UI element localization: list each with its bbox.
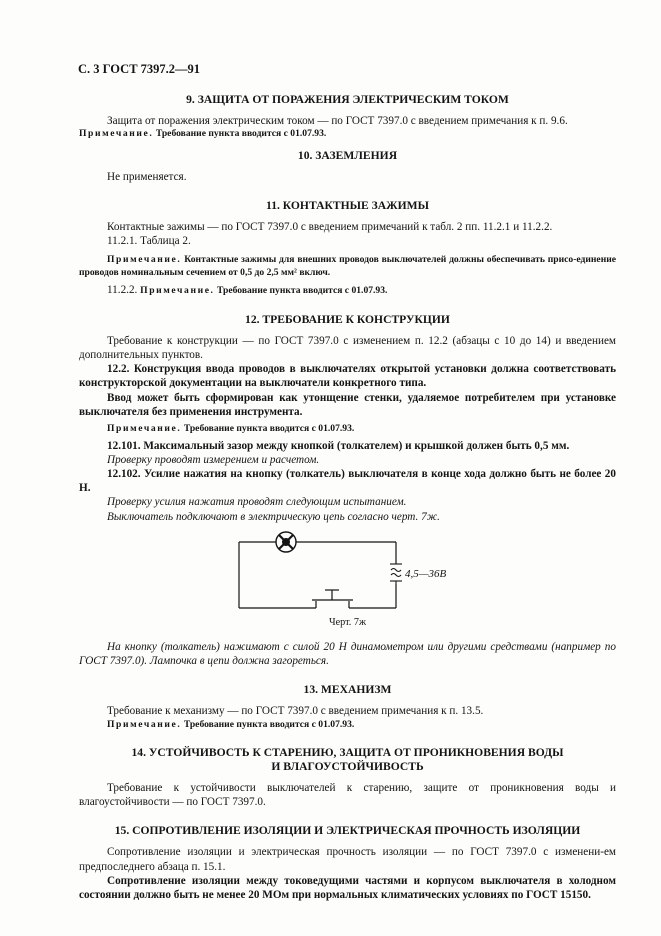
note-label: Примечание. — [140, 285, 215, 297]
section-13-note — [79, 719, 616, 732]
section-12-item-12-102: 12.102. Усилие нажатия на кнопку (толкатель) выключателя в конце хода должно быть не более 20 Н. — [79, 467, 616, 495]
section-11-note — [79, 254, 616, 279]
section-11-text2: 11.2.1. Таблица 2. — [107, 235, 191, 248]
voltage-label: 4,5—36В — [405, 567, 447, 580]
section-14-text: Требование к устойчивости выключателей к старению, защите от проникновения воды и влагоустойчивости — по ГОСТ 7397.0. — [79, 782, 616, 809]
section-12-item-12-102-check: Проверку усилия нажатия проводят следующим испытанием. — [107, 496, 407, 509]
power-source-symbol — [390, 564, 402, 584]
note-text: Контактные зажимы для внешних проводов выключателей должны обеспечивать присо-единение проводов номинальным сечением от 0,5 до 2,5 мм² включ. — [79, 254, 617, 278]
note-text: Требование пункта вводится с 01.07.93. — [155, 128, 327, 140]
note-text: Требование пункта вводится с 01.07.93. — [216, 285, 388, 297]
section-12-note — [79, 423, 616, 436]
section-14 — [79, 746, 616, 809]
circuit-diagram — [79, 530, 616, 614]
note-label: Примечание. — [107, 718, 182, 730]
section-12-item-12-2: 12.2. Конструкция ввода проводов в выключателях открытой установки должна соответствовать конструкторской документации на выключатели конкретного типа. — [79, 363, 616, 390]
section-15-text: Сопротивление изоляции и электрическая прочность изоляции — по ГОСТ 7397.0 с изменени-ем предпоследнего абзаца п. 15.1. — [79, 846, 616, 873]
section-11-item-11-2-2 — [79, 283, 616, 298]
note-label: Примечание. — [107, 254, 182, 266]
section-15-title: 15. СОПРОТИВЛЕНИЕ ИЗОЛЯЦИИ И ЭЛЕКТРИЧЕСКАЯ ПРОЧНОСТЬ ИЗОЛЯЦИИ — [114, 824, 581, 838]
section-9-text: Защита от поражения электрическим током — по ГОСТ 7397.0 с введением примечания к п. 9.6. — [107, 115, 568, 127]
section-12-title: 12. ТРЕБОВАНИЕ К КОНСТРУКЦИИ — [245, 312, 450, 326]
section-11-text: Контактные зажимы — по ГОСТ 7397.0 с введением примечаний к табл. 2 пп. 11.2.1 и 11.2.2. — [107, 220, 553, 233]
section-12-item-12-102-circuit: Выключатель подключают в электрическую цепь согласно черт. 7ж. — [107, 510, 440, 523]
section-10 — [79, 149, 616, 184]
section-15 — [79, 824, 616, 902]
section-12-item-12-101: 12.101. Максимальный зазор между кнопкой (толкателем) и крышкой должен быть 0,5 мм. — [107, 439, 570, 452]
circuit-wires — [239, 542, 396, 608]
section-12 — [79, 313, 616, 669]
document-body — [79, 93, 616, 902]
section-9-title: 9. ЗАЩИТА ОТ ПОРАЖЕНИЯ ЭЛЕКТРИЧЕСКИМ ТОКОМ — [186, 93, 509, 106]
section-13-text: Требование к механизму — по ГОСТ 7397.0 с введением примечания к п. 13.5. — [107, 705, 484, 718]
section-11-title: 11. КОНТАКТНЫЕ ЗАЖИМЫ — [266, 198, 429, 212]
circuit-figure-7zh — [79, 530, 616, 614]
note-text: Требование пункта вводится с 01.07.93. — [183, 423, 355, 435]
section-12-item-12-2-cont: Ввод может быть сформирован как утонщение стенки, удаляемое потребителем при установке выключателя без применения инструмента. — [79, 391, 616, 418]
section-15-bold-text: Сопротивление изоляции между токоведущими частями и корпусом выключателя в холодном состоянии должно быть не менее 20 МОм при нормальных климатических условиях по ГОСТ 15150. — [79, 874, 616, 902]
section-13 — [79, 683, 616, 731]
note-label: Примечание. — [107, 423, 182, 435]
section-12-item-12-101-check: Проверку проводят измерением и расчетом. — [107, 453, 320, 466]
section-13-title: 13. МЕХАНИЗМ — [303, 683, 392, 697]
section-10-title: 10. ЗАЗЕМЛЕНИЯ — [297, 148, 398, 162]
figure-caption: Черт. 7ж — [328, 616, 366, 628]
section-12-test-procedure: На кнопку (толкатель) нажимают с силой 20 Н динамометром или другими средствами (например по ГОСТ 7397.0). Лампочка в цепи должна загореться. — [79, 640, 616, 668]
section-14-title-line1: 14. УСТОЙЧИВОСТЬ К СТАРЕНИЮ, ЗАЩИТА ОТ ПРОНИКНОВЕНИЯ ВОДЫ — [131, 746, 564, 760]
section-9-note — [79, 128, 616, 141]
page-header: С. 3 ГОСТ 7397.2—91 — [78, 62, 201, 76]
note-label: Примечание. — [79, 128, 154, 140]
push-button-switch — [312, 590, 353, 608]
section-12-text: Требование к конструкции — по ГОСТ 7397.0 с изменением п. 12.2 (абзацы с 10 до 14) и введением дополнительных пунктов. — [79, 334, 616, 362]
note-text: Требование пункта вводится с 01.07.93. — [183, 718, 355, 730]
section-11 — [79, 199, 616, 298]
lamp-symbol — [276, 532, 296, 552]
section-14-title-line2: И ВЛАГОУСТОЙЧИВОСТЬ — [271, 760, 424, 774]
section-10-text: Не применяется. — [107, 170, 187, 183]
item-number: 11.2.2. — [107, 284, 138, 297]
section-9 — [79, 93, 616, 141]
